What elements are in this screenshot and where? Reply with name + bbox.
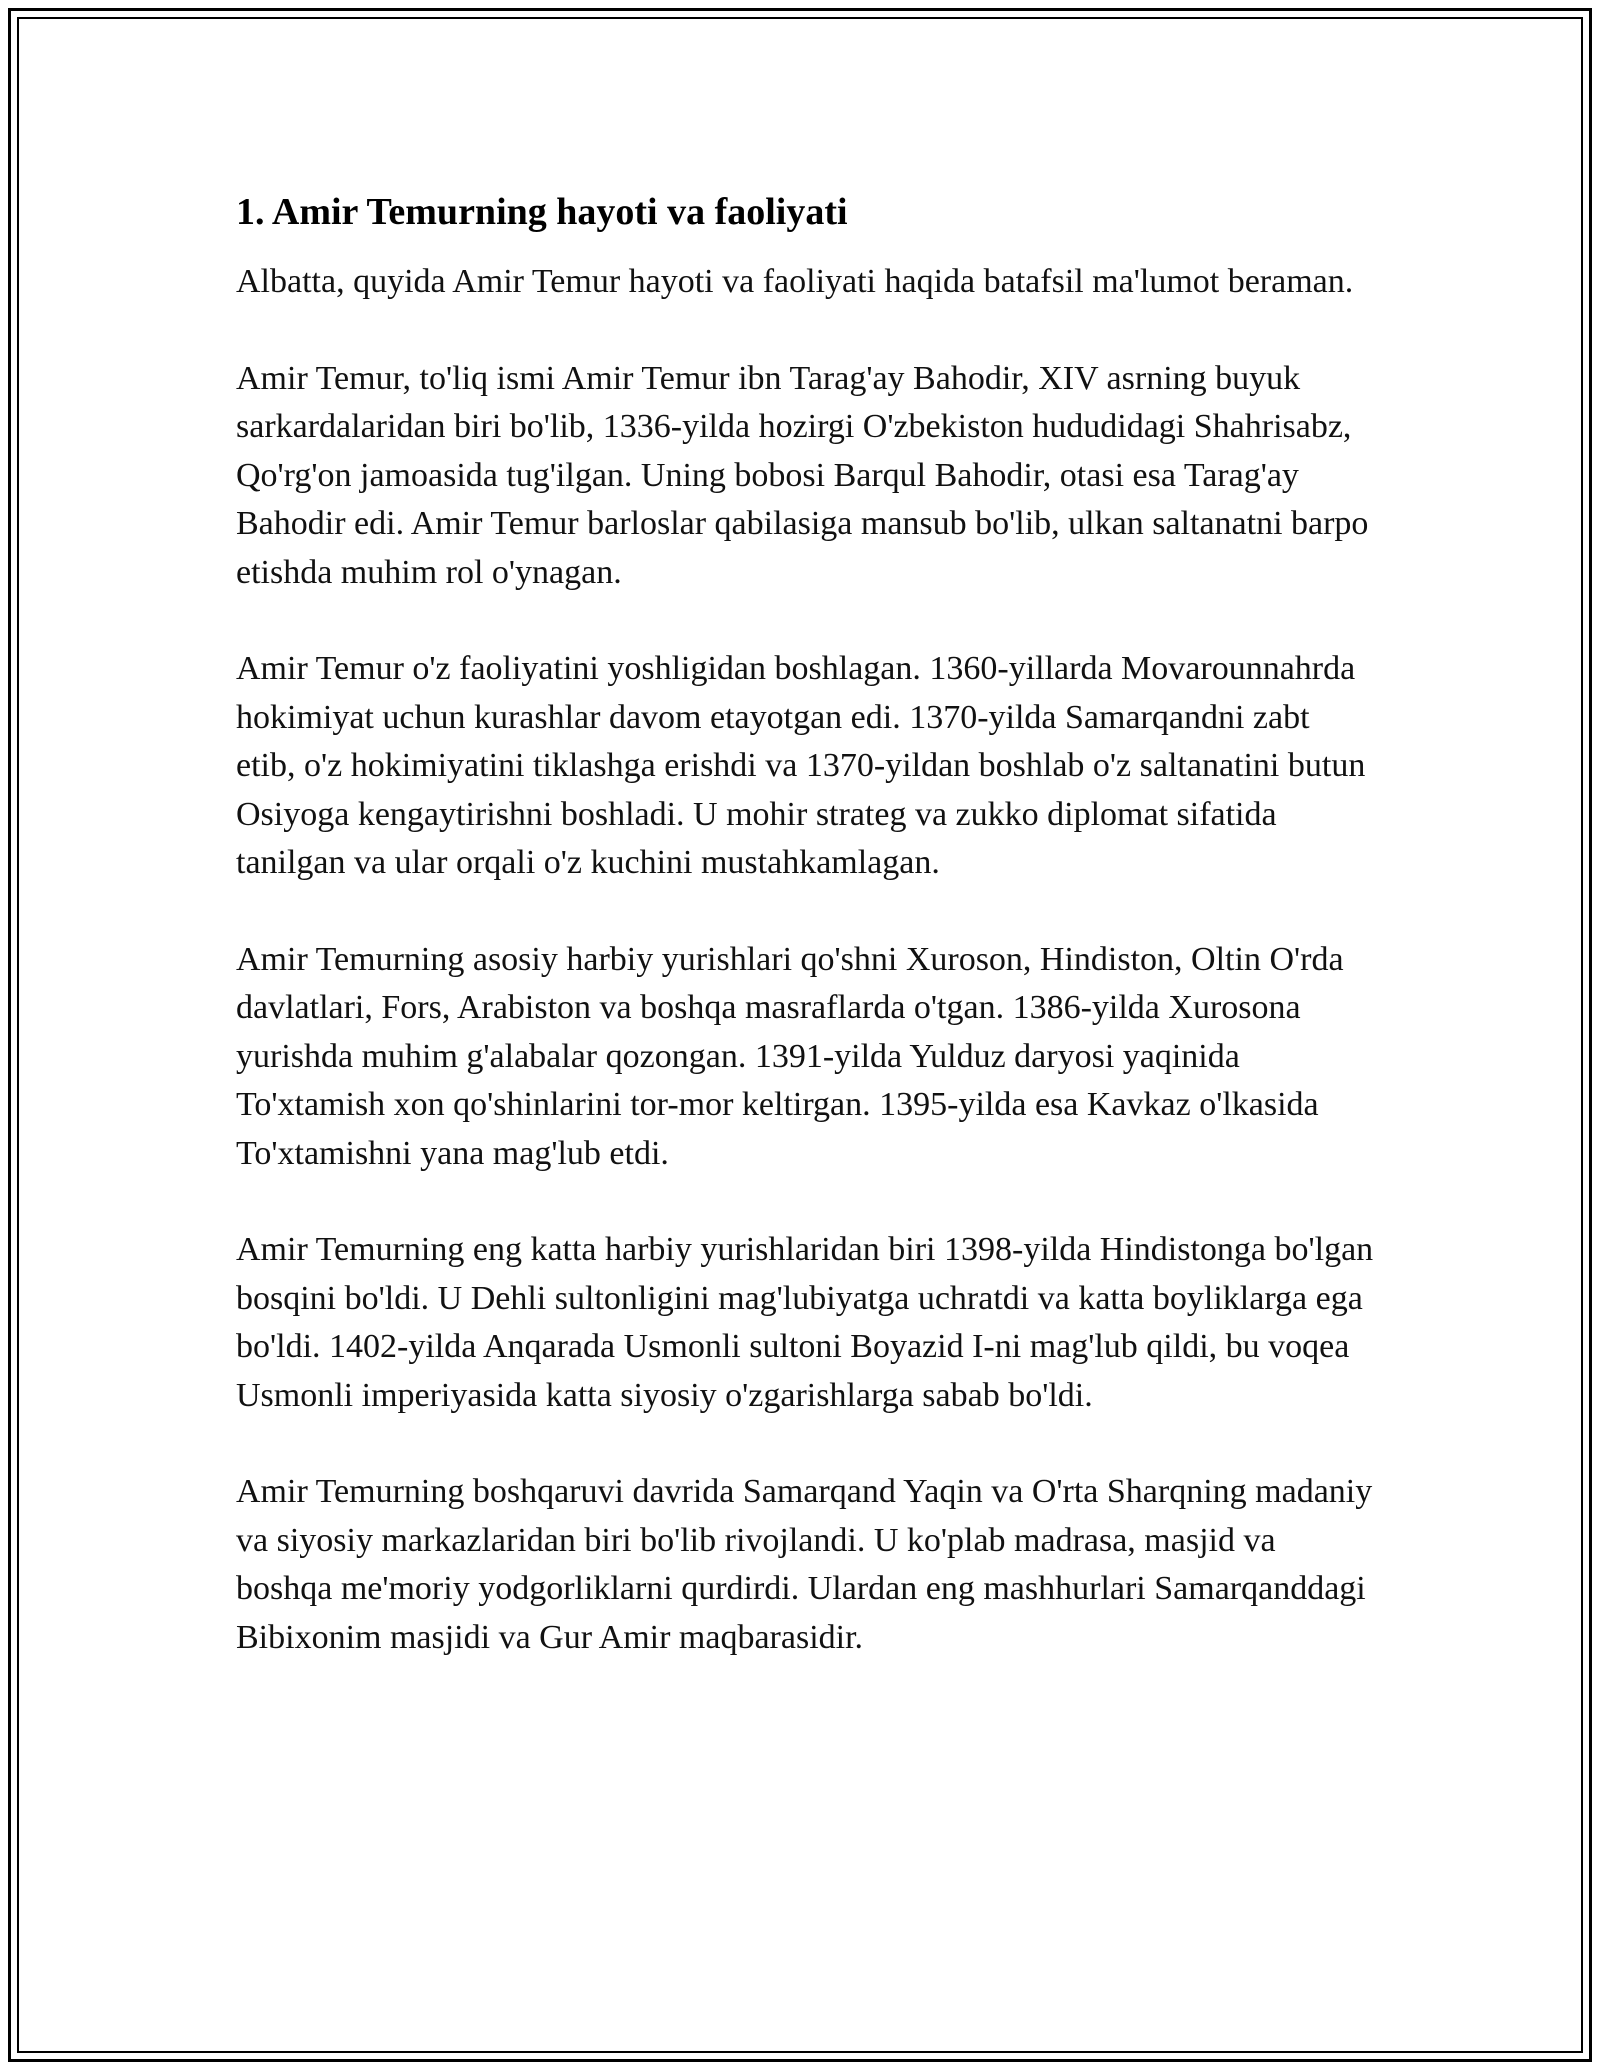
document-body: [236, 186, 1376, 1710]
paragraph-birth: Amir Temur, to'liq ismi Amir Temur ibn Tarag'ay Bahodir, XIV asrning buyuk sarkardalaridan biri bo'lib, 1336-yilda hozirgi O'zbekiston hududidagi Shahrisabz, Qo'rg'on jamoasida tug'ilgan. Uning bobosi Barqul Bahodir, otasi esa Tarag'ay Bahodir edi. Amir Temur barloslar qabilasiga mansub bo'lib, ulkan saltanatni barpo etishda muhim rol o'ynagan.: [236, 359, 1369, 591]
document-title: 1. Amir Temurning hayoti va faoliyati: [236, 191, 848, 233]
paragraph-early-career: Amir Temur o'z faoliyatini yoshligidan boshlagan. 1360-yillarda Movarounnahrda hokimiyat uchun kurashlar davom etayotgan edi. 1370-yilda Samarqandni zabt etib, o'z hokimiyatini tiklashga erishdi va 1370-yildan boshlab o'z saltanatini butun Osiyoga kengaytirishni boshladi. U mohir strateg va zukko diplomat sifatida tanilgan va ular orqali o'z kuchini mustahkamlagan.: [236, 650, 1366, 881]
paragraph-campaigns: Amir Temurning asosiy harbiy yurishlari qo'shni Xuroson, Hindiston, Oltin O'rda davlatlari, Fors, Arabiston va boshqa masraflarda o'tgan. 1386-yilda Xurosona yurishda muhim g'alabalar qozongan. 1391-yilda Yulduz daryosi yaqinida To'xtamish xon qo'shinlarini tor-mor keltirgan. 1395-yilda esa Kavkaz o'lkasida To'xtamishni yana mag'lub etdi.: [236, 940, 1344, 1172]
paragraph-intro: Albatta, quyida Amir Temur hayoti va faoliyati haqida batafsil ma'lumot beraman.: [236, 263, 1354, 300]
paragraph-samarkand: Amir Temurning boshqaruvi davrida Samarqand Yaqin va O'rta Sharqning madaniy va siyosiy markazlaridan biri bo'lib rivojlandi. U ko'plab madrasa, masjid va boshqa me'moriy yodgorliklarni qurdirdi. Ulardan eng mashhurlari Samarqanddagi Bibixonim masjidi va Gur Amir maqbarasidir.: [236, 1473, 1373, 1656]
paragraph-india-campaign: Amir Temurning eng katta harbiy yurishlaridan biri 1398-yilda Hindistonga bo'lgan bosqini bo'ldi. U Dehli sultonligini mag'lubiyatga uchratdi va katta boyliklarga ega bo'ldi. 1402-yilda Anqarada Usmonli sultoni Boyazid I-ni mag'lub qildi, bu voqea Usmonli imperiyasida katta siyosiy o'zgarishlarga sabab bo'ldi.: [236, 1231, 1374, 1414]
